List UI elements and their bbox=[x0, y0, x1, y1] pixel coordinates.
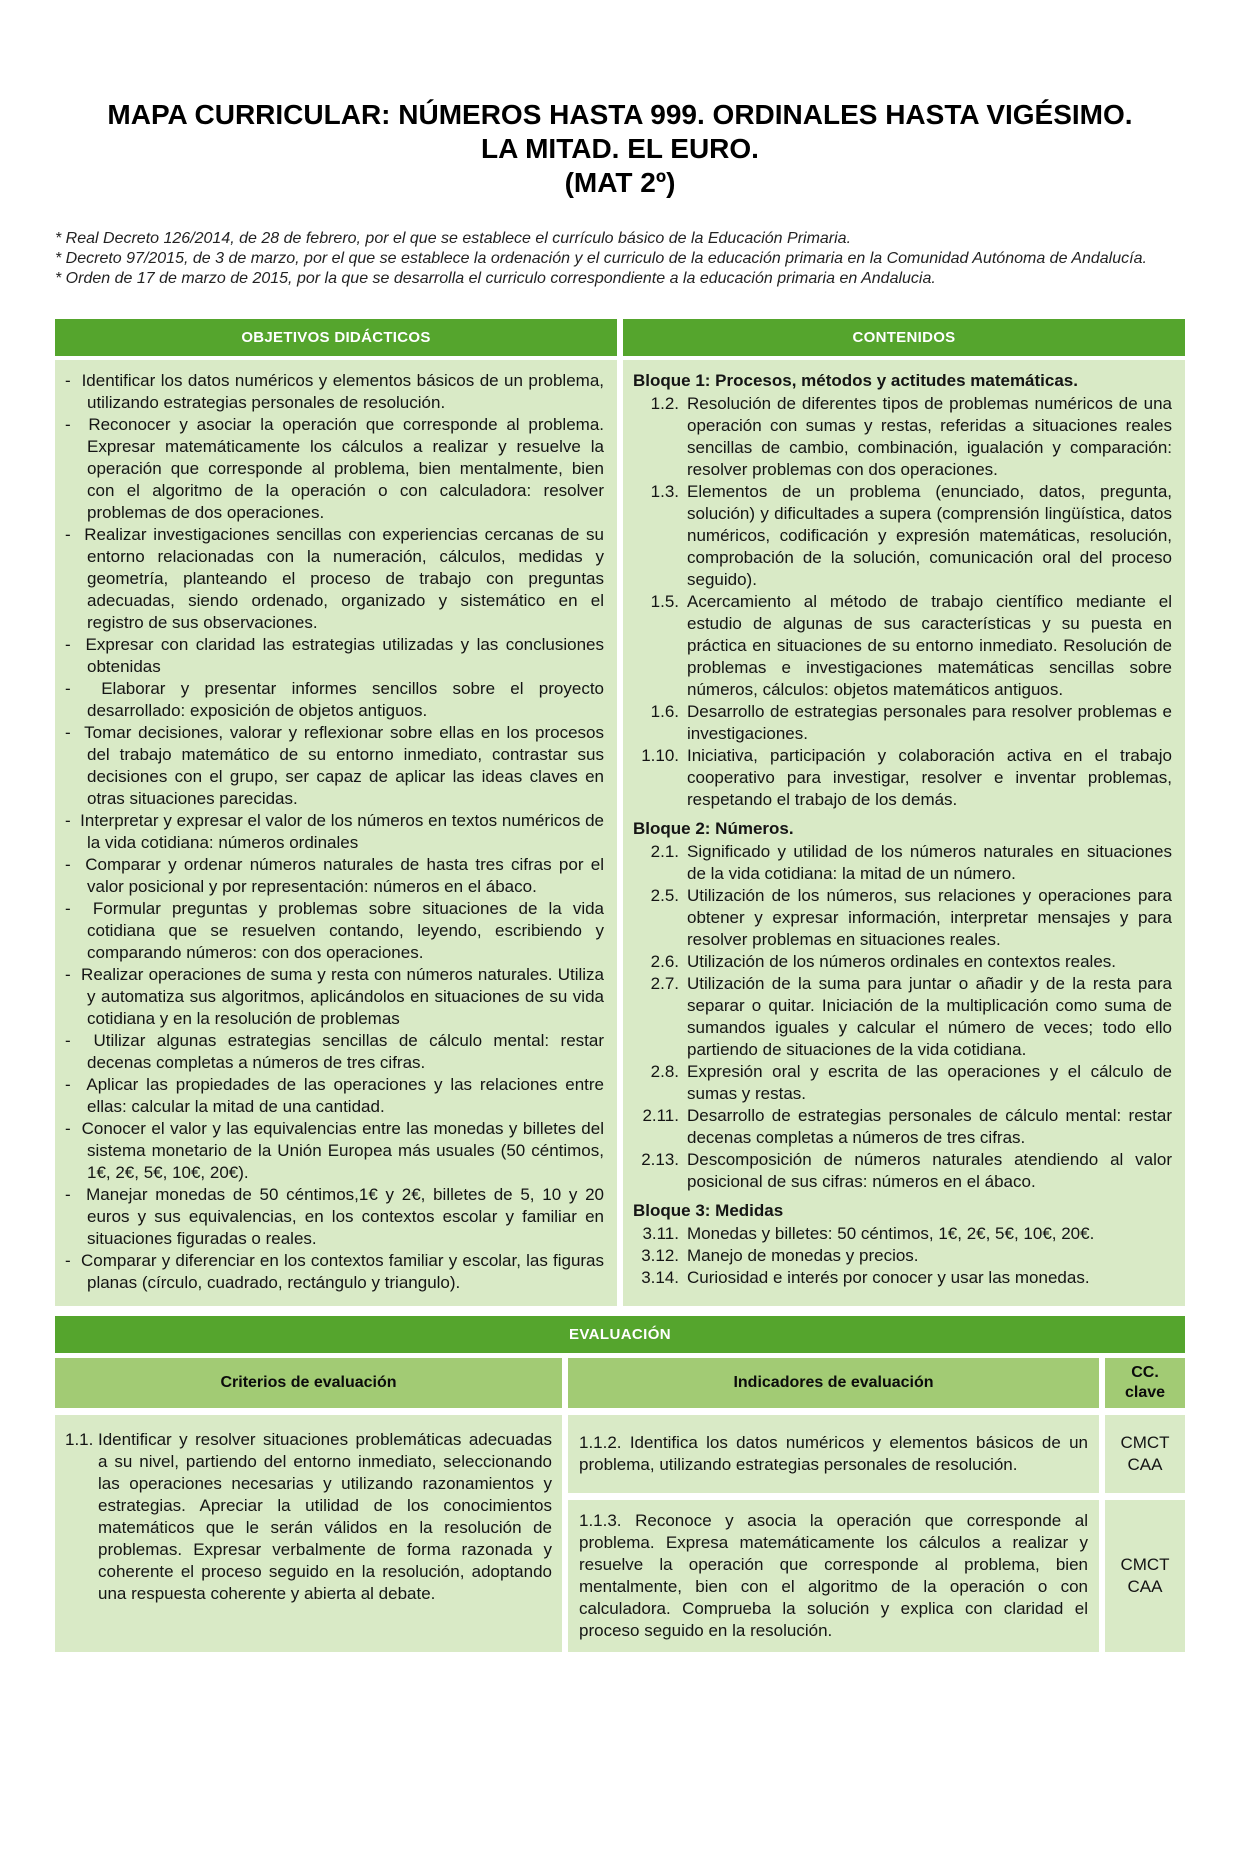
objetivo-item: - Identificar los datos numéricos y elementos básicos de un problema, utilizando estrategias personales de resolución. bbox=[65, 370, 604, 414]
contenido-item bbox=[633, 973, 1172, 1061]
footnote: * Real Decreto 126/2014, de 28 de febrero, por el que se establece el currículo básico de la Educación Primaria. bbox=[55, 230, 852, 247]
item-text: Resolución de diferentes tipos de problemas numéricos de una operación con sumas y restas, referidas a situaciones reales sencillas de cambio, combinación, igualación y comparación: resolver problemas con dos operaciones. bbox=[687, 394, 1172, 479]
objetivo-item: - Formular preguntas y problemas sobre situaciones de la vida cotidiana que se resuelven contando, leyendo, escribiendo y comparando números: con dos operaciones. bbox=[65, 898, 604, 964]
indicador-item bbox=[579, 1510, 1088, 1642]
item-number: 1.1.2. bbox=[579, 1433, 622, 1452]
item-text: Desarrollo de estrategias personales para resolver problemas e investigaciones. bbox=[687, 702, 1172, 743]
indicador-cell bbox=[568, 1415, 1099, 1493]
contenidos-cell bbox=[623, 360, 1185, 1306]
item-text: Descomposición de números naturales atendiendo al valor posicional de sus cifras: números en el ábaco. bbox=[687, 1150, 1172, 1191]
item-text: Identificar y resolver situaciones problemáticas adecuadas a su nivel, partiendo del entorno inmediato, seleccionando las operaciones necesarias y utilizando razonamientos y estrategias. Apreciar la utilidad de los conocimientos matemáticos que le serán válidos en la resolución de problemas. Expresar verbalmente de forma razonada y coherente el proceso seguido en la resolución, adoptando una respuesta coherente y abierta al debate. bbox=[98, 1430, 552, 1603]
contenido-item bbox=[633, 1223, 1172, 1245]
item-number: 1.1.3. bbox=[579, 1511, 622, 1530]
indicador-item bbox=[579, 1432, 1088, 1476]
objetivos-cell bbox=[55, 360, 617, 1306]
criterio-item bbox=[65, 1429, 552, 1605]
bloque-heading: Bloque 3: Medidas bbox=[633, 1201, 784, 1220]
item-number: 1.10. bbox=[641, 746, 679, 765]
title-line-3: (MAT 2º) bbox=[564, 167, 676, 198]
item-text: Utilización de los números ordinales en contextos reales. bbox=[687, 952, 1117, 971]
item-text: Acercamiento al método de trabajo científico mediante el estudio de algunas de sus características y su puesta en práctica en situaciones de su entorno inmediato. Resolución de problemas e investigaciones matemáticas sencillas sobre números, cálculos: objetos matemáticos antiguos. bbox=[687, 592, 1172, 699]
document-page bbox=[55, 98, 1185, 1652]
item-text: Identifica los datos numéricos y elementos básicos de un problema, utilizando estrategias personales de resolución. bbox=[579, 1433, 1088, 1474]
cc-value: CMCT bbox=[1120, 1555, 1170, 1574]
item-number: 2.6. bbox=[650, 952, 679, 971]
item-number: 2.7. bbox=[650, 974, 679, 993]
item-text: Expresión oral y escrita de las operaciones y el cálculo de sumas y restas. bbox=[687, 1062, 1172, 1103]
item-number: 1.1. bbox=[65, 1430, 94, 1449]
contenido-item bbox=[633, 1061, 1172, 1105]
item-number: 1.2. bbox=[650, 394, 679, 413]
objetivos-contenidos-table bbox=[55, 319, 1185, 1306]
item-number: 2.5. bbox=[650, 886, 679, 905]
item-number: 3.11. bbox=[642, 1224, 679, 1243]
objetivo-item: - Interpretar y expresar el valor de los números en textos numéricos de la vida cotidiana: números ordinales bbox=[65, 810, 604, 854]
objetivo-item: - Realizar operaciones de suma y resta con números naturales. Utiliza y automatiza sus algoritmos, aplicándolos en situaciones de su vida cotidiana y en la resolución de problemas bbox=[65, 964, 604, 1030]
objetivos-header: OBJETIVOS DIDÁCTICOS bbox=[55, 319, 617, 356]
item-text: Iniciativa, participación y colaboración activa en el trabajo cooperativo para investigar, resolver e inventar problemas, respetando el trabajo de los demás. bbox=[687, 746, 1172, 809]
item-number: 2.8. bbox=[650, 1062, 679, 1081]
objetivo-item: - Conocer el valor y las equivalencias entre las monedas y billetes del sistema monetario de la Unión Europea más usuales (50 céntimos, 1€, 2€, 5€, 10€, 20€). bbox=[65, 1118, 604, 1184]
indicadores-column-header: Indicadores de evaluación bbox=[568, 1358, 1099, 1408]
page-title bbox=[55, 98, 1185, 200]
item-text: Utilización de la suma para juntar o añadir y de la resta para separar o quitar. Iniciación de la multiplicación como suma de sumandos iguales y calcular el número de veces; todo ello partiendo de situaciones de la vida cotidiana. bbox=[687, 974, 1172, 1059]
bloque-heading: Bloque 1: Procesos, métodos y actitudes matemáticas. bbox=[633, 371, 1078, 390]
cc-value: CMCT bbox=[1120, 1433, 1170, 1452]
objetivo-item: - Manejar monedas de 50 céntimos,1€ y 2€, billetes de 5, 10 y 20 euros y sus equivalencias, en los contextos escolar y familiar en situaciones figuradas o reales. bbox=[65, 1184, 604, 1250]
objetivo-item: - Comparar y ordenar números naturales de hasta tres cifras por el valor posicional y por representación: números en el ábaco. bbox=[65, 854, 604, 898]
cc-clave-cell bbox=[1105, 1415, 1185, 1493]
evaluacion-header-row bbox=[55, 1358, 1185, 1408]
item-text: Elementos de un problema (enunciado, datos, pregunta, solución) y dificultades a supera (comprensión lingüística, datos numéricos, codificación y expresión matemáticas, resolución, comprobación de la solución, comunicación oral del proceso seguido). bbox=[687, 482, 1172, 589]
contenido-item bbox=[633, 481, 1172, 591]
item-number: 1.5. bbox=[650, 592, 679, 611]
evaluacion-band: EVALUACIÓN bbox=[55, 1316, 1185, 1353]
objetivo-item: - Comparar y diferenciar en los contextos familiar y escolar, las figuras planas (círculo, cuadrado, rectángulo y triangulo). bbox=[65, 1250, 604, 1294]
item-text: Desarrollo de estrategias personales de cálculo mental: restar decenas completas a números de tres cifras. bbox=[687, 1106, 1172, 1147]
cc-header-line-2: clave bbox=[1124, 1384, 1166, 1401]
cc-value: CAA bbox=[1127, 1455, 1163, 1474]
item-number: 2.13. bbox=[641, 1150, 679, 1169]
item-number: 3.14. bbox=[641, 1268, 679, 1287]
item-text: Utilización de los números, sus relaciones y operaciones para obtener y expresar información, interpretar mensajes y para resolver problemas en situaciones reales. bbox=[687, 886, 1172, 949]
contenido-item bbox=[633, 1105, 1172, 1149]
item-text: Curiosidad e interés por conocer y usar las monedas. bbox=[687, 1268, 1090, 1287]
contenidos-bloque-1 bbox=[633, 370, 1172, 811]
objetivo-item: - Utilizar algunas estrategias sencillas de cálculo mental: restar decenas completas a números de tres cifras. bbox=[65, 1030, 604, 1074]
item-text: Reconoce y asocia la operación que corresponde al problema. Expresa matemáticamente los cálculos a realizar y resuelve la operación que corresponde al problema, bien mentalmente, bien con el algoritmo de la operación o con calculadora. Comprueba la solución y explica con claridad el proceso seguido en la resolución. bbox=[579, 1511, 1089, 1640]
cc-header-line-1: CC. bbox=[1131, 1364, 1159, 1381]
contenidos-bloque-2 bbox=[633, 818, 1172, 1193]
contenido-item bbox=[633, 591, 1172, 701]
legal-footnotes bbox=[55, 230, 1185, 288]
bloque-heading: Bloque 2: Números. bbox=[633, 819, 794, 838]
contenido-item bbox=[633, 951, 1172, 973]
footnote: * Decreto 97/2015, de 3 de marzo, por el que se establece la ordenación y el curriculo de la educación primaria en la Comunidad Autónoma de Andalucía. bbox=[55, 250, 1147, 267]
footnote: * Orden de 17 de marzo de 2015, por la que se desarrolla el curriculo correspondiente a la educación primaria en Andalucia. bbox=[55, 270, 936, 287]
objetivo-item: - Expresar con claridad las estrategias utilizadas y las conclusiones obtenidas bbox=[65, 634, 604, 678]
indicador-cell bbox=[568, 1500, 1099, 1652]
title-line-1: MAPA CURRICULAR: NÚMEROS HASTA 999. ORDINALES HASTA VIGÉSIMO. bbox=[107, 99, 1133, 130]
contenido-item bbox=[633, 393, 1172, 481]
item-number: 2.11. bbox=[642, 1106, 679, 1125]
title-line-2: LA MITAD. EL EURO. bbox=[481, 133, 759, 164]
item-number: 1.3. bbox=[650, 482, 679, 501]
contenido-item bbox=[633, 885, 1172, 951]
item-number: 1.6. bbox=[650, 702, 679, 721]
objetivo-item: - Tomar decisiones, valorar y reflexionar sobre ellas en los procesos del trabajo matemático de su entorno inmediato, contrastar sus decisiones con el grupo, ser capaz de aplicar las ideas claves en otras situaciones parecidas. bbox=[65, 722, 604, 810]
contenido-item bbox=[633, 1267, 1172, 1289]
contenido-item bbox=[633, 745, 1172, 811]
contenido-item bbox=[633, 841, 1172, 885]
cc-value: CAA bbox=[1127, 1577, 1163, 1596]
item-text: Manejo de monedas y precios. bbox=[687, 1246, 919, 1265]
evaluacion-body bbox=[55, 1415, 1185, 1652]
cc-clave-cell bbox=[1105, 1500, 1185, 1652]
item-number: 3.12. bbox=[641, 1246, 679, 1265]
objetivo-item: - Reconocer y asociar la operación que corresponde al problema. Expresar matemáticamente los cálculos a realizar y resuelve la operación que corresponde al problema, bien mentalmente, bien con el algoritmo de la operación o con calculadora: resolver problemas de dos operaciones. bbox=[65, 414, 604, 524]
contenido-item bbox=[633, 1245, 1172, 1267]
item-text: Monedas y billetes: 50 céntimos, 1€, 2€, 5€, 10€, 20€. bbox=[687, 1224, 1095, 1243]
contenidos-bloque-3 bbox=[633, 1200, 1172, 1289]
contenidos-header: CONTENIDOS bbox=[623, 319, 1185, 356]
criterio-cell bbox=[55, 1415, 562, 1652]
objetivo-item: - Elaborar y presentar informes sencillos sobre el proyecto desarrollado: exposición de objetos antiguos. bbox=[65, 678, 604, 722]
objetivo-item: - Aplicar las propiedades de las operaciones y las relaciones entre ellas: calcular la mitad de una cantidad. bbox=[65, 1074, 604, 1118]
contenido-item bbox=[633, 701, 1172, 745]
criterios-column-header: Criterios de evaluación bbox=[55, 1358, 562, 1408]
cc-clave-column-header bbox=[1105, 1358, 1185, 1408]
objetivo-item: - Realizar investigaciones sencillas con experiencias cercanas de su entorno relacionadas con la numeración, cálculos, medidas y geometría, planteando el proceso de trabajo con preguntas adecuadas, siendo ordenado, organizado y sistemático en el registro de sus observaciones. bbox=[65, 524, 604, 634]
item-number: 2.1. bbox=[650, 842, 679, 861]
contenido-item bbox=[633, 1149, 1172, 1193]
item-text: Significado y utilidad de los números naturales en situaciones de la vida cotidiana: la mitad de un número. bbox=[687, 842, 1172, 883]
